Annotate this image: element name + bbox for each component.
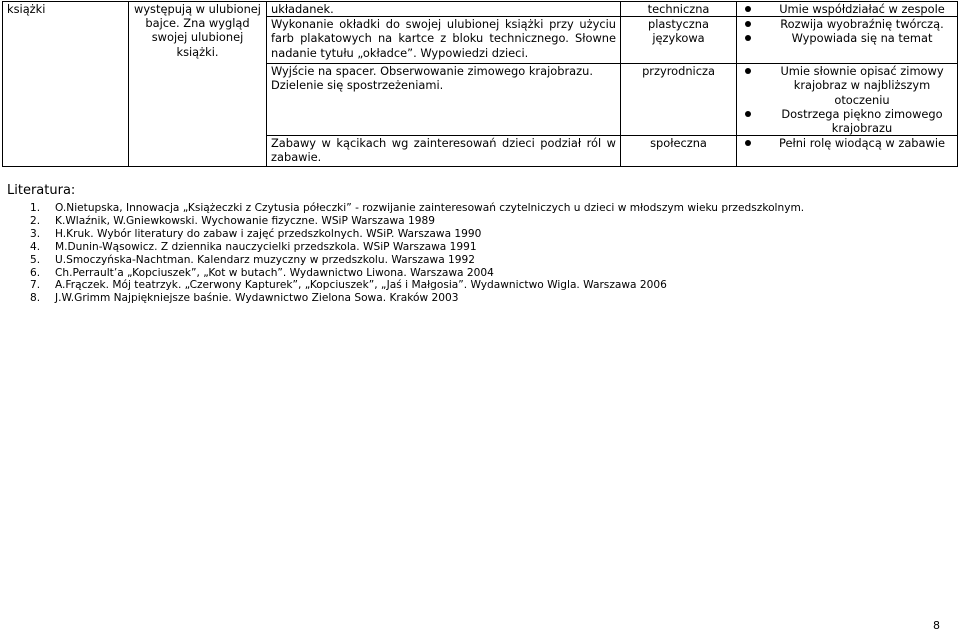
item-number: 6. bbox=[30, 266, 41, 279]
literature-heading: Literatura: bbox=[7, 183, 76, 198]
bullet-icon bbox=[745, 21, 751, 27]
list-item bbox=[30, 202, 804, 215]
item-number: 8. bbox=[30, 292, 41, 305]
list-item bbox=[741, 2, 953, 16]
outcome-text: Wypowiada się na temat bbox=[791, 31, 933, 46]
topic-text: książki bbox=[7, 2, 46, 16]
list-item bbox=[741, 31, 953, 45]
item-text: U.Smoczyńska-Nachtman. Kalendarz muzyczny w przedszkolu. Warszawa 1992 bbox=[55, 253, 476, 266]
item-number: 1. bbox=[30, 202, 41, 214]
area-text: plastyczna językowa bbox=[648, 17, 709, 46]
outcomes-cell bbox=[737, 64, 958, 136]
area-text: przyrodnicza bbox=[642, 64, 715, 79]
outcome-text: Dostrzega piękno zimowego krajobrazu bbox=[781, 106, 943, 136]
outcome-text: Rozwija wyobraźnię twórczą. bbox=[780, 17, 944, 32]
outcome-list bbox=[741, 17, 953, 45]
outcome-list bbox=[741, 2, 953, 16]
item-text: K.Wlaźnik, W.Gniewkowski. Wychowanie fizyczne. WSiP Warszawa 1989 bbox=[55, 214, 435, 227]
activity-text: układanek. bbox=[271, 2, 334, 16]
activity-text: Wyjście na spacer. Obserwowanie zimowego krajobrazu. Dzielenie się spostrzeżeniami. bbox=[271, 64, 593, 93]
outcome-list bbox=[741, 64, 953, 135]
table-row bbox=[3, 2, 958, 17]
outcome-text: Umie współdziałać w zespole bbox=[779, 2, 945, 16]
item-number: 2. bbox=[30, 214, 41, 227]
item-text: O.Nietupska, Innowacja „Książeczki z Czytusia półeczki” - rozwijanie zainteresowań czytelniczych u dzieci w młodszym wieku przedszkolnym. bbox=[55, 202, 805, 214]
outcomes-cell bbox=[737, 136, 958, 167]
item-number: 4. bbox=[30, 240, 41, 253]
item-text: H.Kruk. Wybór literatury do zabaw i zajęć przedszkolnych. WSiP. Warszawa 1990 bbox=[55, 227, 482, 240]
list-item bbox=[30, 215, 804, 228]
list-item bbox=[741, 136, 953, 150]
activity-text: Wykonanie okładki do swojej ulubionej książki przy użyciu farb plakatowych na kartce z bloku technicznego. Słowne nadanie tytułu „okładce”. Wypowiedzi dzieci. bbox=[271, 17, 616, 60]
list-item bbox=[30, 292, 804, 305]
area-cell bbox=[621, 2, 737, 17]
activity-text: Zabawy w kącikach wg zainteresowań dzieci podział ról w zabawie. bbox=[271, 136, 616, 165]
bullet-icon bbox=[745, 111, 751, 117]
activity-cell bbox=[267, 64, 621, 136]
outcome-text: Umie słownie opisać zimowy krajobraz w najbliższym otoczeniu bbox=[780, 64, 944, 107]
list-item bbox=[30, 228, 804, 241]
list-item bbox=[30, 267, 804, 280]
item-text: M.Dunin-Wąsowicz. Z dziennika nauczycielki przedszkola. WSiP Warszawa 1991 bbox=[55, 240, 477, 253]
area-cell bbox=[621, 136, 737, 167]
list-item bbox=[741, 17, 953, 31]
outcome-text: Pełni rolę wiodącą w zabawie bbox=[778, 136, 946, 151]
outcomes-cell bbox=[737, 17, 958, 64]
activity-cell bbox=[267, 17, 621, 64]
area-text: techniczna bbox=[647, 2, 710, 16]
bullet-icon bbox=[745, 140, 751, 146]
item-number: 3. bbox=[30, 227, 41, 240]
goals-text: występują w ulubionej bajce. Zna wygląd swojej ulubionej książki. bbox=[134, 2, 261, 59]
list-item bbox=[741, 107, 953, 135]
topic-cell bbox=[3, 2, 129, 167]
area-cell bbox=[621, 17, 737, 64]
bullet-icon bbox=[745, 35, 751, 41]
list-item bbox=[30, 254, 804, 267]
lesson-plan-table bbox=[2, 1, 958, 167]
item-text: J.W.Grimm Najpiękniejsze baśnie. Wydawnictwo Zielona Sowa. Kraków 2003 bbox=[55, 292, 459, 305]
item-number: 5. bbox=[30, 253, 41, 266]
bullet-icon bbox=[745, 68, 751, 74]
outcomes-cell bbox=[737, 2, 958, 17]
area-text: społeczna bbox=[650, 136, 707, 151]
item-text: A.Frączek. Mój teatrzyk. „Czerwony Kapturek”, „Kopciuszek”, „Jaś i Małgosia”. Wydawnictwo Wigla. Warszawa 2006 bbox=[55, 279, 667, 292]
list-item bbox=[30, 279, 804, 292]
literature-list bbox=[30, 202, 804, 305]
outcome-list bbox=[741, 136, 953, 150]
goals-cell bbox=[129, 2, 267, 167]
list-item bbox=[741, 64, 953, 107]
activity-cell bbox=[267, 2, 621, 17]
item-number: 7. bbox=[30, 279, 41, 292]
area-cell bbox=[621, 64, 737, 136]
list-item bbox=[30, 241, 804, 254]
bullet-icon bbox=[745, 6, 751, 12]
activity-cell bbox=[267, 136, 621, 167]
item-text: Ch.Perrault’a „Kopciuszek”, „Kot w butach”. Wydawnictwo Liwona. Warszawa 2004 bbox=[55, 266, 494, 279]
page-number: 8 bbox=[933, 619, 940, 632]
